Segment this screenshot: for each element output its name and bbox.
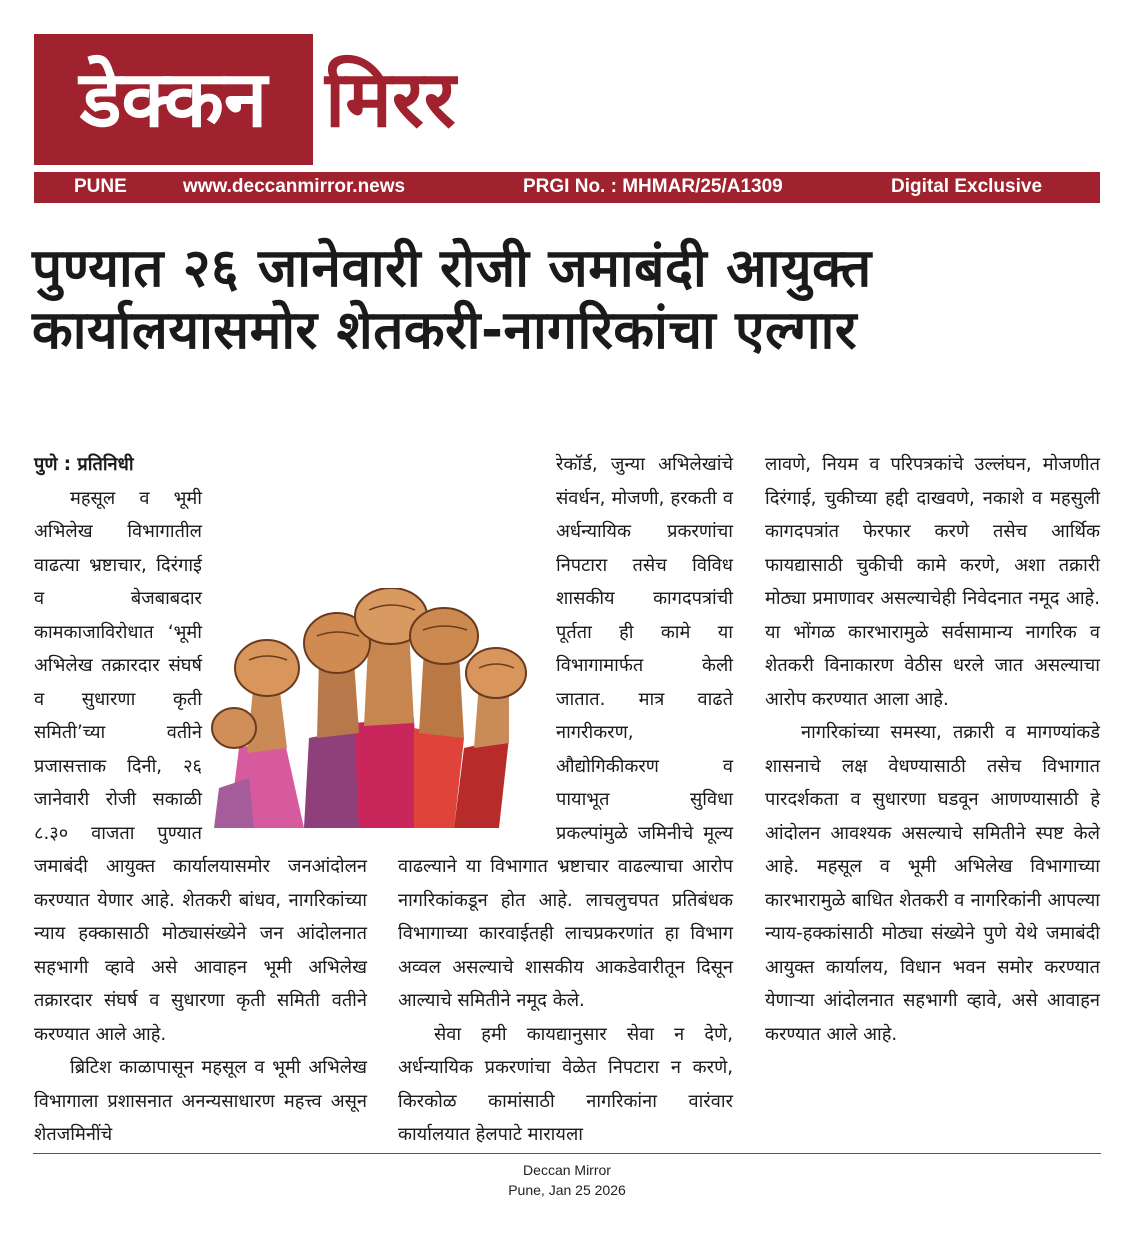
raised-fists-illustration <box>209 588 554 828</box>
footer <box>0 1160 1134 1200</box>
footer-place-date: Pune, Jan 25 2026 <box>508 1182 626 1198</box>
logo-right-text: मिरर <box>325 54 456 145</box>
website-link[interactable]: www.deccanmirror.news <box>183 176 406 197</box>
prgi-number: PRGI No. : MHMAR/25/A1309 <box>523 176 783 197</box>
article-paragraph-2-continued: रेकॉर्ड, जुन्या अभिलेखांचे संवर्धन, मोजणी, हरकती व अर्धन्यायिक प्रकरणांचा निपटारा तसेच विविध शासकीय कागदपत्रांची पूर्तता ही कामे या विभागामार्फत केली जातात. मात्र वाढते नागरीकरण, औद्योगिकीकरण व पायाभूत सुविधा प्रकल्पांमुळे जमिनीचे मूल्य वाढल्याने या विभागात भ्रष्टाचार वाढल्याचा आरोप नागरिकांकडून होत आहे. लाचलुचपत प्रतिबंधक विभागाच्या कारवाईतही लाचप्रकरणांत हा विभाग अव्वल असल्याचे शासकीय आकडेवारीतून दिसून आल्याचे समितीने नमूद केले. <box>398 454 733 1011</box>
edition-label: Digital Exclusive <box>891 176 1043 197</box>
article-paragraph-3-continued: लावणे, नियम व परिपत्रकांचे उल्लंघन, मोजणीत दिरंगाई, चुकीच्या हद्दी दाखवणे, नकाशे व महसुली कागदपत्रांत फेरफार करणे तसेच आर्थिक फायद्यासाठी चुकीची कामे करणे, अशा तक्रारी मोठ्या प्रमाणावर असल्याचेही निवेदनात नमूद आहे. या भोंगळ कारभारामुळे सर्वसामान्य नागरिक व शेतकरी विनाकारण वेठीस धरले जात असल्याचा आरोप करण्यात आला आहे. <box>765 454 1100 710</box>
city-label: PUNE <box>74 176 127 197</box>
article-dateline: पुणे : प्रतिनिधी <box>34 454 134 475</box>
article-column-3 <box>765 448 1100 1051</box>
article-paragraph-4: नागरिकांच्या समस्या, तक्रारी व मागण्यांकडे शासनाचे लक्ष वेधण्यासाठी तसेच विभागात पारदर्शकता व सुधारणा घडवून आणण्यासाठी हे आंदोलन आवश्यक असल्याचे समितीने स्पष्ट केले आहे. महसूल व भूमी अभिलेख विभागाच्या कारभारामुळे बाधित शेतकरी व नागरिकांनी आपल्या न्याय-हक्कांसाठी मोठ्या संख्येने पुणे येथे जमाबंदी आयुक्त कार्यालय, विधान भवन समोर करण्यात येणाऱ्या आंदोलनात सहभागी व्हावे, असे आवाहन करण्यात आले आहे. <box>765 722 1100 1045</box>
article-paragraph-2-start: ब्रिटिश काळापासून महसूल व भूमी अभिलेख विभागाला प्रशासनात अनन्यसाधारण महत्त्व असून शेतजमिनींचे <box>34 1057 367 1145</box>
masthead-info-strip <box>34 172 1100 203</box>
logo-left-text: डेक्कन <box>79 54 268 145</box>
article-paragraph-3-start: सेवा हमी कायद्यानुसार सेवा न देणे, अर्धन्यायिक प्रकरणांचा वेळेत निपटारा न करणे, किरकोळ कामांसाठी नागरिकांना वारंवार कार्यालयात हेलपाटे मारायला <box>398 1023 733 1145</box>
headline-line-1: पुण्यात २६ जानेवारी रोजी जमाबंदी आयुक्त <box>32 238 872 299</box>
article-paragraph-1: महसूल व भूमी अभिलेख विभागातील वाढत्या भ्रष्टाचार, दिरंगाई व बेजबाबदार कामकाजाविरोधात ‘भूमी अभिलेख तक्रारदार संघर्ष व सुधारणा कृती समिती’च्या वतीने प्रजासत्ताक दिनी, २६ जानेवारी रोजी सकाळी ८.३० वाजता पुण्यात जमाबंदी आयुक्त कार्यालयासमोर जनआंदोलन करण्यात येणार आहे. शेतकरी बांधव, नागरिकांच्या न्याय हक्कासाठी मोठ्यासंख्येने जन आंदोलनात सहभागी व्हावे असे आवाहन भूमी अभिलेख तक्रारदार संघर्ष व सुधारणा कृती समिती वतीने करण्यात आले आहे. <box>34 487 367 1045</box>
footer-publication: Deccan Mirror <box>523 1162 611 1178</box>
footer-divider <box>33 1153 1101 1154</box>
headline <box>32 238 1102 362</box>
headline-line-2: कार्यालयासमोर शेतकरी-नागरिकांचा एल्गार <box>32 300 858 361</box>
